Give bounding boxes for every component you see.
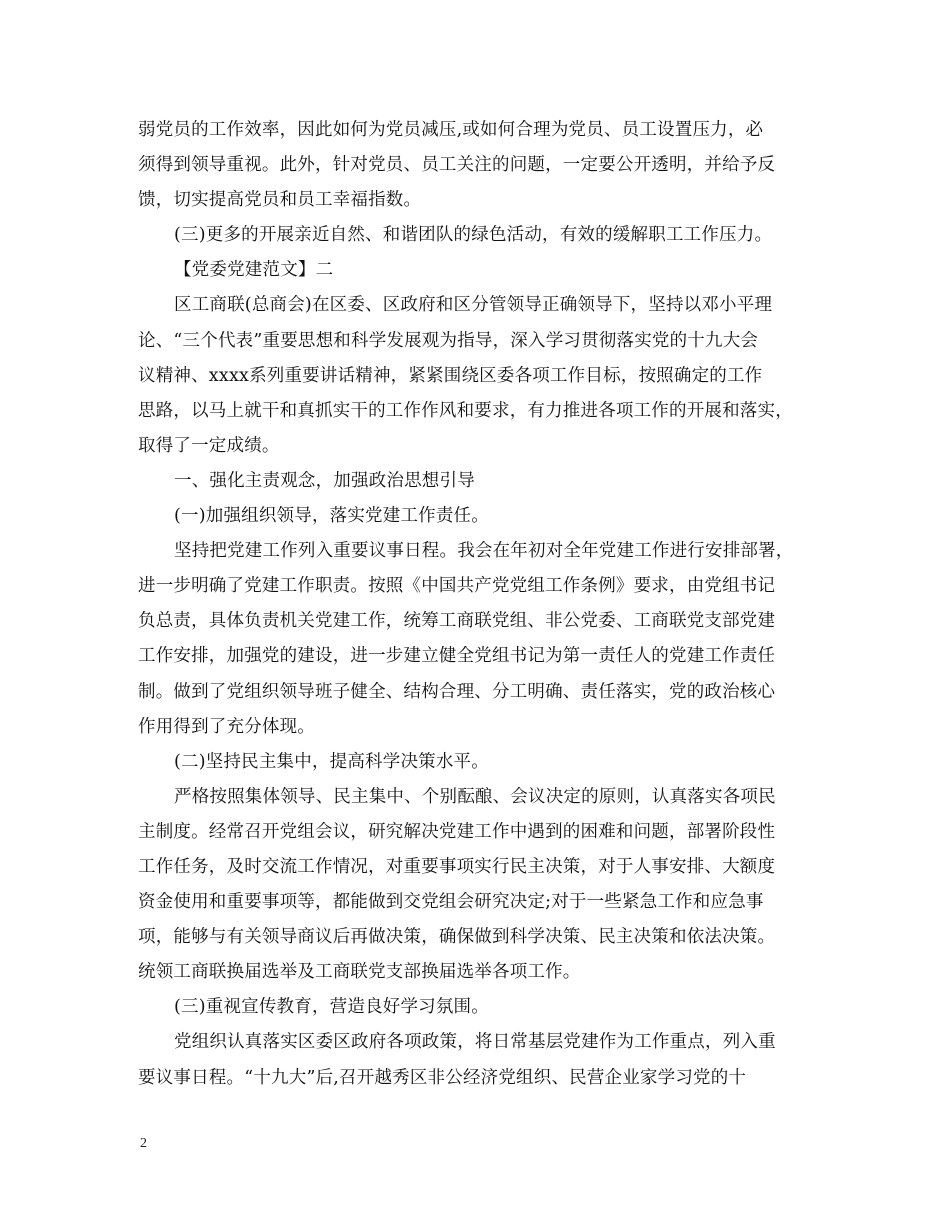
text-line: 取得了一定成绩。	[138, 435, 280, 456]
text-line: (一)加强组织领导，落实党建工作责任。	[174, 506, 489, 527]
text-line: 统领工商联换届选举及工商联党支部换届选举各项工作。	[138, 962, 581, 983]
text-line: 坚持把党建工作列入重要议事日程。我会在年初对全年党建工作进行安排部署，	[174, 541, 794, 562]
text-line: (三)重视宣传教育，营造良好学习氛围。	[174, 997, 489, 1018]
text-line: (三)更多的开展亲近自然、和谐团队的绿色活动，有效的缓解职工工作压力。	[174, 225, 773, 246]
text-line: 区工商联(总商会)在区委、区政府和区分管领导正确领导下，坚持以邓小平理	[174, 295, 773, 316]
text-line: 党组织认真落实区委区政府各项政策，将日常基层党建作为工作重点，列入重	[174, 1032, 776, 1053]
text-line: 一、强化主责观念，加强政治思想引导	[174, 470, 475, 491]
text-line: 项，能够与有关领导商议后再做决策，确保做到科学决策、民主决策和依法决策。	[138, 927, 776, 948]
document-body	[138, 113, 824, 1096]
text-line: 制。做到了党组织领导班子健全、结构合理、分工明确、责任落实，党的政治核心	[138, 681, 776, 702]
text-line: (二)坚持民主集中，提高科学决策水平。	[174, 751, 489, 772]
text-line: 主制度。经常召开党组会议，研究解决党建工作中遇到的困难和问题，部署阶段性	[138, 821, 776, 842]
text-line: 作用得到了充分体现。	[138, 716, 315, 737]
text-line: 工作任务，及时交流工作情况，对重要事项实行民主决策，对于人事安排、大额度	[138, 856, 776, 877]
text-line: 负总责，具体负责机关党建工作，统筹工商联党组、非公党委、工商联党支部党建	[138, 611, 776, 632]
text-line: 议精神、xxxx系列重要讲话精神，紧紧围绕区委各项工作目标，按照确定的工作	[138, 365, 763, 386]
text-line: 【党委党建范文】二	[174, 260, 334, 281]
text-line: 严格按照集体领导、民主集中、个别酝酿、会议决定的原则，认真落实各项民	[174, 786, 776, 807]
text-line: 思路，以马上就干和真抓实干的工作作风和要求，有力推进各项工作的开展和落实，	[138, 400, 793, 421]
text-line: 弱党员的工作效率，因此如何为党员减压,或如何合理为党员、员工设置压力，必	[138, 120, 764, 140]
text-line: 须得到领导重视。此外，针对党员、员工关注的问题，一定要公开透明，并给予反	[138, 155, 776, 176]
text-line: 要议事日程。“十九大”后,召开越秀区非公经济党组织、民营企业家学习党的十	[138, 1067, 747, 1088]
text-line: 进一步明确了党建工作职责。按照《中国共产党党组工作条例》要求，由党组书记	[138, 576, 776, 597]
text-line: 资金使用和重要事项等，都能做到交党组会研究决定;对于一些紧急工作和应急事	[138, 892, 764, 913]
text-line: 论、“三个代表”重要思想和科学发展观为指导，深入学习贯彻落实党的十九大会	[138, 330, 759, 351]
text-line: 工作安排，加强党的建设，进一步建立健全党组书记为第一责任人的党建工作责任	[138, 646, 776, 667]
page-number: 2	[140, 1136, 147, 1151]
text-line: 馈，切实提高党员和员工幸福指数。	[138, 190, 422, 211]
